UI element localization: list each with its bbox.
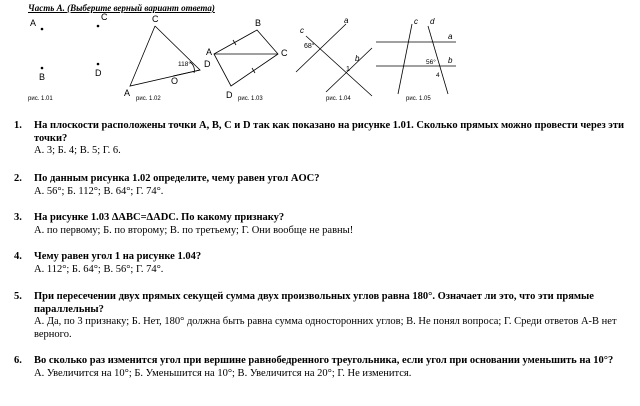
fig103-label-b: B — [255, 18, 262, 28]
fig102-label-o: O — [171, 76, 179, 86]
question-text: На рисунке 1.03 ΔABC=ΔADC. По какому признаку? — [34, 212, 285, 223]
question-text: Во сколько раз изменится угол при вершине равнобедренного треугольника, если угол при основании уменьшить на 10°? — [34, 355, 614, 366]
caption-1-04: рис. 1.04 — [326, 96, 351, 102]
question-text: По данным рисунка 1.02 определите, чему равен угол AOC? — [34, 173, 320, 184]
fig105-line-c — [398, 24, 412, 94]
caption-1-05: рис. 1.05 — [406, 96, 431, 102]
fig101-point-d — [97, 63, 100, 66]
figure-1-03 — [206, 18, 288, 102]
question-number: 6. — [14, 355, 22, 366]
question-number: 5. — [14, 291, 22, 302]
fig101-point-a — [41, 28, 44, 31]
fig105-label-c: c — [414, 17, 418, 26]
answer-options: А. по первому; Б. по второму; В. по третьему; Г. Они вообще не равны! — [34, 224, 354, 236]
fig102-label-c: C — [152, 14, 159, 24]
question-text: При пересечении двух прямых секущей сумма двух произвольных углов равна 180°. Означает ли это, что эти прямые параллельны? — [34, 291, 594, 315]
fig101-label-c: C — [101, 12, 108, 22]
fig101-point-b — [41, 67, 44, 70]
answer-options: А. 3; Б. 4; В. 5; Г. 6. — [34, 145, 121, 156]
fig102-label-a: A — [124, 88, 131, 98]
question-text: Чему равен угол 1 на рисунке 1.04? — [34, 251, 202, 262]
fig103-quadrilateral — [214, 30, 278, 86]
caption-1-01: рис. 1.01 — [28, 96, 53, 102]
answer-options: А. Увеличится на 10°; Б. Уменьшится на 10°; В. Увеличится на 20°; Г. Не изменится. — [34, 367, 412, 379]
fig102-angle-label: 118° — [178, 61, 191, 68]
fig104-label-c: c — [300, 26, 304, 35]
figures-svg — [28, 10, 458, 106]
fig103-tick-1 — [233, 40, 236, 45]
question-number: 1. — [14, 120, 22, 131]
question-number: 2. — [14, 173, 22, 184]
fig101-label-a: A — [30, 18, 37, 28]
question-number: 4. — [14, 251, 22, 262]
part-a-header: Часть А. (Выберите верный вариант ответа) — [28, 3, 215, 13]
fig104-label-a: a — [344, 16, 349, 25]
fig103-tick-2 — [252, 68, 255, 73]
fig102-label-d: D — [204, 59, 211, 69]
figure-1-02 — [124, 14, 211, 102]
fig104-label-b: b — [355, 54, 360, 63]
figures-strip — [28, 10, 458, 106]
fig102-triangle — [130, 26, 200, 86]
fig105-label-d: d — [430, 17, 435, 26]
fig105-angle-4: 4 — [436, 72, 440, 79]
fig105-label-a: a — [448, 32, 453, 41]
fig101-label-b: B — [39, 72, 46, 82]
answer-options: А. 56°; Б. 112°; В. 64°; Г. 74°. — [34, 185, 164, 197]
question-text: На плоскости расположены точки A, B, C и D так как показано на рисунке 1.01. Сколько прямых можно провести через эти точки? — [34, 120, 625, 144]
fig105-angle-label: 56° — [426, 59, 436, 66]
fig103-label-a: A — [206, 47, 213, 57]
question-number: 3. — [14, 212, 22, 223]
fig103-label-c: C — [281, 48, 288, 58]
fig104-secant-c — [306, 36, 372, 96]
caption-1-03: рис. 1.03 — [238, 96, 263, 102]
answer-options: А. Да, по 3 признаку; Б. Нет, 180° должна быть равна сумма односторонних углов; В. Не понял вопроса; Г. Среди ответов А-В нет верного. — [34, 316, 617, 340]
figure-1-05 — [376, 17, 456, 102]
figure-1-04 — [296, 16, 372, 102]
fig105-label-b: b — [448, 56, 453, 65]
caption-1-02: рис. 1.02 — [136, 96, 161, 102]
answer-options: А. 112°; Б. 64°; В. 56°; Г. 74°. — [34, 263, 164, 275]
fig101-label-d: D — [95, 68, 102, 78]
fig104-angle-label: 68° — [304, 43, 315, 50]
fig101-point-c — [97, 25, 100, 28]
fig103-label-d: D — [226, 90, 233, 100]
figure-1-01 — [28, 12, 108, 102]
fig104-angle-1: 1 — [346, 66, 350, 73]
